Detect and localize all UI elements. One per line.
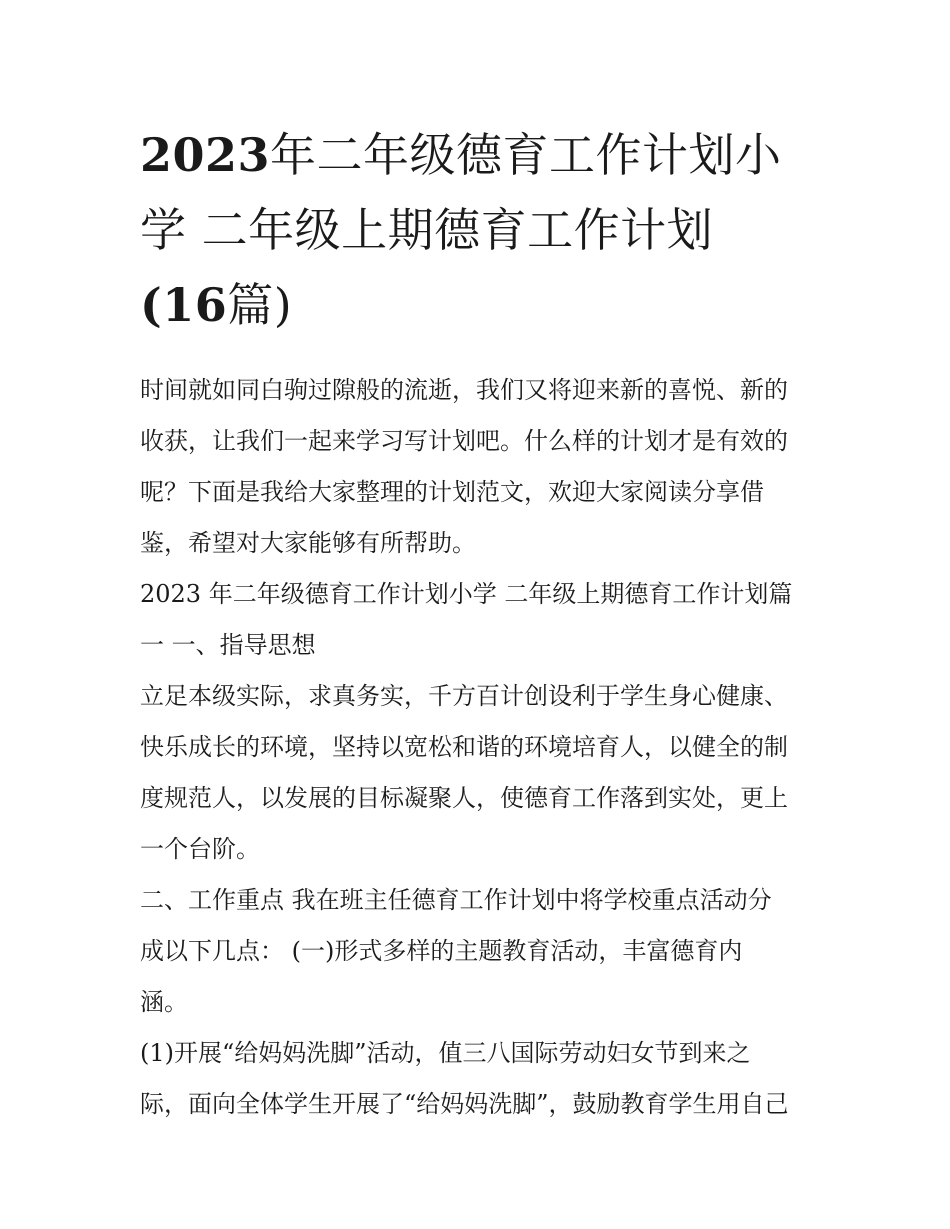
section-heading-line: 2023 年二年级德育工作计划小学 二年级上期德育工作计划篇 [140,580,793,608]
document-title [140,118,812,343]
body-line: 二、工作重点 我在班主任德育工作计划中将学校重点活动分 [140,886,772,914]
body-line: 鉴，希望对大家能够有所帮助。 [140,529,476,557]
body-line: 一个台阶。 [140,835,260,863]
title-line-1-bold: 2023 [140,128,271,182]
title-line-2 [140,193,812,268]
body-line: 时间就如同白驹过隙般的流逝，我们又将迎来新的喜悦、新的 [140,376,788,404]
document-body [140,365,812,1130]
body-line: 涵。 [140,988,188,1016]
section-heading-line: 一 一、指导思想 [140,631,316,659]
title-line-3 [140,268,812,343]
body-line: 度规范人，以发展的目标凝聚人，使德育工作落到实处，更上 [140,784,788,812]
title-line-3-bold: (16 [140,278,228,332]
body-line: 快乐成长的环境，坚持以宽松和谐的环境培育人，以健全的制 [140,733,788,761]
title-line-1 [140,118,812,193]
body-line: 际，面向全体学生开展了“给妈妈洗脚”，鼓励教育学生用自己 [140,1090,789,1118]
body-line: (1)开展“给妈妈洗脚”活动，值三八国际劳动妇女节到来之 [140,1039,751,1067]
body-line: 立足本级实际，求真务实，千方百计创设利于学生身心健康、 [140,682,788,710]
body-line: 呢？下面是我给大家整理的计划范文，欢迎大家阅读分享借 [140,478,764,506]
title-line-1-text: 年二年级德育工作计划小 [270,128,782,182]
title-line-2-text: 学 二年级上期德育工作计划 [140,203,714,257]
body-line: 收获，让我们一起来学习写计划吧。什么样的计划才是有效的 [140,427,788,455]
title-line-3-text: 篇) [227,278,293,332]
document-page [140,118,812,1130]
body-line: 成以下几点： (一)形式多样的主题教育活动，丰富德育内 [140,937,743,965]
